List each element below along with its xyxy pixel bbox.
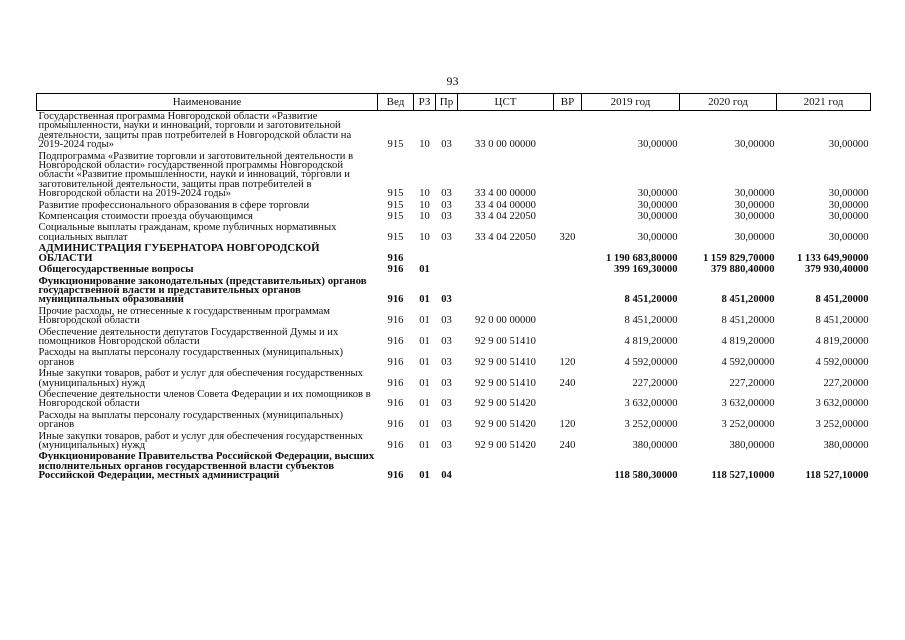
header-row: [37, 94, 871, 111]
row-cst: 33 4 04 00000: [475, 199, 536, 211]
header-vr: ВР: [554, 94, 582, 111]
table-row: [37, 211, 871, 222]
row-rz: 10: [419, 231, 430, 243]
row-rz: 01: [419, 264, 430, 276]
row-2019: 3 252,00000: [624, 419, 678, 431]
row-ved: 916: [387, 377, 404, 389]
row-name: Развитие профессионального образования в сфере торговли: [38, 199, 310, 211]
row-2021: 4 592,00000: [815, 356, 869, 368]
row-vr: [554, 211, 582, 222]
header-2020: 2020 год: [680, 94, 777, 111]
row-cst: 33 4 04 22050: [475, 211, 536, 223]
row-cst: 92 0 00 00000: [475, 315, 536, 327]
row-cst: [458, 451, 554, 481]
row-name: Подпрограмма «Развитие торговли и заготовительной деятельности в Новгородской области» государственной программы Новгородской области «Развитие промышленности, науки и инноваций, торговли и заготовительной деятельности, защиты прав потребителей в Новгородской области на 2019-2024 годы»: [38, 150, 354, 200]
row-2019: 8 451,20000: [624, 315, 678, 327]
row-rz: 10: [419, 188, 430, 200]
row-pr: 03: [441, 398, 452, 410]
row-2019: 1 190 683,80000: [605, 252, 678, 264]
row-ved: 916: [387, 419, 404, 431]
row-2020: 379 880,40000: [710, 264, 775, 276]
row-2021: 8 451,20000: [815, 294, 869, 306]
row-2020: 227,20000: [729, 377, 775, 389]
row-cst: [458, 276, 554, 306]
row-2019: 30,00000: [637, 188, 678, 200]
row-ved: 916: [387, 398, 404, 410]
row-2019: 30,00000: [637, 231, 678, 243]
row-2020: 3 632,00000: [721, 398, 775, 410]
row-2020: 30,00000: [734, 188, 775, 200]
row-2020: 8 451,20000: [721, 315, 775, 327]
row-cst: 92 9 00 51410: [475, 377, 536, 389]
table-row: [37, 222, 871, 243]
table-row: [37, 276, 871, 306]
budget-table: [36, 93, 871, 482]
row-rz: 01: [419, 470, 430, 482]
row-2020: 8 451,20000: [721, 294, 775, 306]
row-2019: 4 592,00000: [624, 356, 678, 368]
row-name: Прочие расходы, не отнесенные к государственным программам Новгородской области: [38, 305, 330, 327]
table-row: [37, 327, 871, 348]
row-ved: 915: [387, 211, 404, 223]
row-2020: 4 819,20000: [721, 335, 775, 347]
row-rz: 10: [419, 139, 430, 151]
row-pr: [436, 243, 458, 264]
row-2019: 30,00000: [637, 199, 678, 211]
row-rz: 01: [419, 356, 430, 368]
row-2019: 30,00000: [637, 211, 678, 223]
row-cst: 92 9 00 51420: [475, 419, 536, 431]
row-cst: 92 9 00 51410: [475, 356, 536, 368]
table-row: [37, 200, 871, 211]
row-2020: 30,00000: [734, 199, 775, 211]
row-2020: 30,00000: [734, 211, 775, 223]
row-ved: 916: [387, 440, 404, 451]
row-vr: [554, 264, 582, 275]
row-pr: 03: [441, 188, 452, 200]
row-2019: 3 632,00000: [624, 398, 678, 410]
row-rz: 01: [419, 419, 430, 431]
row-2021: 30,00000: [828, 211, 869, 223]
row-vr: [554, 276, 582, 306]
row-2020: 30,00000: [734, 231, 775, 243]
row-pr: 03: [441, 356, 452, 368]
row-pr: 03: [441, 419, 452, 431]
row-name: Иные закупки товаров, работ и услуг для обеспечения государственных (муниципальных) нужд: [38, 430, 363, 451]
row-2021: 30,00000: [828, 231, 869, 243]
row-pr: 03: [441, 231, 452, 243]
row-rz: 01: [419, 294, 430, 306]
row-name: Обеспечение деятельности членов Совета Федерации и их помощников в Новгородской области: [38, 388, 371, 410]
table-row: [37, 347, 871, 368]
row-name: Иные закупки товаров, работ и услуг для обеспечения государственных (муниципальных) нужд: [38, 368, 363, 389]
row-cst: [458, 243, 554, 264]
row-name: Государственная программа Новгородской области «Развитие промышленности, науки и инноваций, торговли и заготовительной деятельности, защиты прав потребителей в Новгородской области на 2019-2024 годы»: [38, 111, 352, 151]
row-pr: 03: [441, 377, 452, 389]
row-2019: 227,20000: [632, 377, 678, 389]
row-cst: 92 9 00 51410: [475, 335, 536, 347]
row-vr: [554, 451, 582, 481]
row-ved: 916: [387, 356, 404, 368]
row-vr: [554, 200, 582, 211]
row-ved: 916: [387, 264, 404, 276]
row-2019: 4 819,20000: [624, 335, 678, 347]
row-pr: 03: [441, 294, 452, 306]
row-pr: 03: [441, 211, 452, 223]
row-pr: 03: [441, 335, 452, 347]
row-vr: 120: [559, 356, 576, 368]
row-2020: 3 252,00000: [721, 419, 775, 431]
header-2019: 2019 год: [582, 94, 680, 111]
row-vr: 320: [559, 231, 576, 243]
row-pr: 03: [441, 315, 452, 327]
row-rz: 10: [419, 199, 430, 211]
row-rz: 01: [419, 315, 430, 327]
row-ved: 915: [387, 199, 404, 211]
row-ved: 915: [387, 139, 404, 151]
row-vr: 120: [559, 419, 576, 431]
row-2021: 379 930,40000: [804, 264, 869, 276]
row-name: Расходы на выплаты персоналу государственных (муниципальных) органов: [38, 347, 343, 368]
row-vr: [554, 306, 582, 327]
page-number: 93: [446, 74, 459, 88]
header-cst: ЦСТ: [458, 94, 554, 111]
row-2020: 1 159 829,70000: [702, 252, 775, 264]
row-vr: [554, 389, 582, 410]
row-name: Функционирование законодательных (представительных) органов государственной власти и представительных органов муниципальных образований: [38, 274, 367, 306]
table-row: [37, 431, 871, 452]
row-ved: 916: [387, 252, 404, 264]
row-pr: [436, 264, 458, 275]
row-cst: 33 4 00 00000: [475, 188, 536, 200]
row-2020: 4 592,00000: [721, 356, 775, 368]
header-2021: 2021 год: [777, 94, 871, 111]
header-name: Наименование: [37, 94, 378, 111]
row-2020: 118 527,10000: [711, 470, 775, 482]
row-2019: 399 169,30000: [613, 264, 678, 276]
row-rz: 01: [419, 335, 430, 347]
table-row: [37, 306, 871, 327]
row-name: Обеспечение деятельности депутатов Государственной Думы и их помощников Новгородской области: [38, 326, 339, 347]
row-2021: 1 133 649,90000: [796, 252, 869, 264]
table-row: [37, 368, 871, 389]
row-name: Общегосударственные вопросы: [38, 263, 194, 276]
row-ved: 916: [387, 315, 404, 327]
row-name: Компенсация стоимости проезда обучающимся: [38, 211, 253, 223]
row-rz: [414, 243, 436, 264]
header-ved: Вед: [378, 94, 414, 111]
row-vr: [554, 151, 582, 200]
row-2020: 30,00000: [734, 139, 775, 151]
row-2019: 8 451,20000: [624, 294, 678, 306]
row-2019: 118 580,30000: [614, 470, 678, 482]
row-2021: 30,00000: [828, 199, 869, 211]
table-row: [37, 243, 871, 264]
row-2021: 30,00000: [828, 188, 869, 200]
row-2021: 3 252,00000: [815, 419, 869, 431]
row-vr: [554, 327, 582, 348]
row-2021: 380,00000: [823, 440, 869, 451]
row-cst: 92 9 00 51420: [475, 440, 536, 451]
row-2020: 380,00000: [729, 440, 775, 451]
row-cst: 33 0 00 00000: [475, 139, 536, 151]
row-pr: 03: [441, 139, 452, 151]
row-pr: 03: [441, 440, 452, 451]
header-pr: Пр: [436, 94, 458, 111]
row-vr: [554, 243, 582, 264]
row-vr: 240: [559, 377, 576, 389]
row-2021: 3 632,00000: [815, 398, 869, 410]
table-row: [37, 151, 871, 200]
row-2019: 380,00000: [632, 440, 678, 451]
row-ved: 916: [387, 294, 404, 306]
table-body: [37, 111, 871, 482]
row-2021: 8 451,20000: [815, 315, 869, 327]
row-ved: 915: [387, 188, 404, 200]
row-cst: [458, 264, 554, 275]
row-vr: 240: [559, 440, 576, 451]
row-pr: 03: [441, 199, 452, 211]
row-ved: 915: [387, 231, 404, 243]
table-row: [37, 410, 871, 431]
row-ved: 916: [387, 470, 404, 482]
table-row: [37, 389, 871, 410]
row-name: Социальные выплаты гражданам, кроме публичных нормативных социальных выплат: [38, 222, 337, 243]
row-rz: 01: [419, 377, 430, 389]
row-name: Функционирование Правительства Российской Федерации, высших исполнительных органов государственной власти субъектов Российской Федерации, местных администраций: [38, 450, 375, 482]
row-name: АДМИНИСТРАЦИЯ ГУБЕРНАТОРА НОВГОРОДСКОЙ ОБЛАСТИ: [38, 242, 320, 264]
table-row: [37, 111, 871, 151]
row-rz: 01: [419, 398, 430, 410]
row-2021: 30,00000: [828, 139, 869, 151]
row-2021: 4 819,20000: [815, 335, 869, 347]
row-rz: 01: [419, 440, 430, 451]
table-row: [37, 451, 871, 481]
row-name: Расходы на выплаты персоналу государственных (муниципальных) органов: [38, 409, 343, 431]
row-2019: 30,00000: [637, 139, 678, 151]
row-pr: 04: [441, 470, 452, 482]
row-rz: 10: [419, 211, 430, 223]
budget-table-container: [36, 93, 870, 482]
row-2021: 118 527,10000: [805, 470, 869, 482]
row-cst: 92 9 00 51420: [475, 398, 536, 410]
table-header: [37, 94, 871, 111]
row-cst: 33 4 04 22050: [475, 231, 536, 243]
header-rz: РЗ: [414, 94, 436, 111]
row-ved: 916: [387, 335, 404, 347]
table-row: [37, 264, 871, 275]
row-vr: [554, 111, 582, 151]
row-2021: 227,20000: [823, 377, 869, 389]
